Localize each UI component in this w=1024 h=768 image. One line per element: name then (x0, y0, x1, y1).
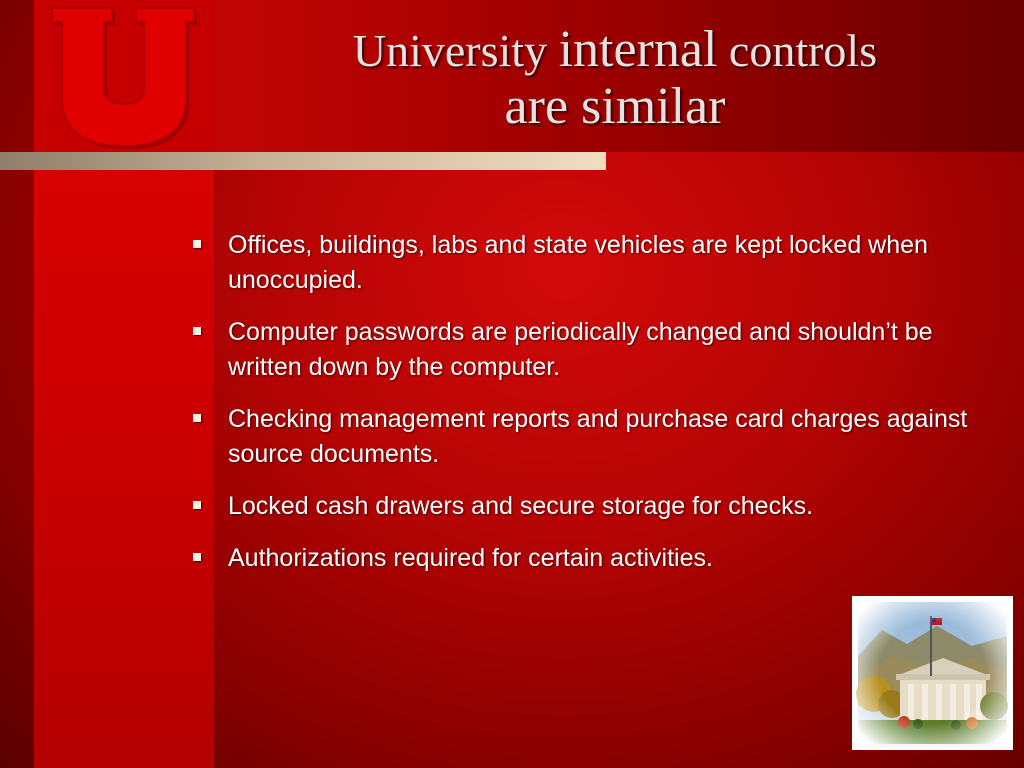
bullet-text: Computer passwords are periodically changed and shouldn’t be written down by the computer. (228, 318, 933, 381)
block-u-logo-icon (34, 0, 214, 152)
square-bullet-icon (193, 553, 201, 561)
tan-divider-stripe (0, 152, 606, 170)
bullet-item (190, 315, 990, 385)
bullet-item (190, 541, 990, 576)
bullet-item (190, 489, 990, 524)
campus-building-photo (852, 596, 1013, 750)
bullet-text: Locked cash drawers and secure storage for checks. (228, 492, 814, 520)
bullet-text: Checking management reports and purchase card charges against source documents. (228, 405, 968, 468)
square-bullet-icon (193, 501, 201, 509)
title-word-controls: controls (728, 25, 878, 76)
square-bullet-icon (193, 327, 201, 335)
slide-title (230, 22, 1000, 136)
square-bullet-icon (193, 414, 201, 422)
bullet-item (190, 228, 990, 298)
bullet-text: Offices, buildings, labs and state vehicles are kept locked when unoccupied. (228, 231, 928, 294)
title-word-university: University (352, 25, 548, 76)
title-word-internal: internal (558, 21, 718, 78)
bullet-list (190, 228, 990, 593)
title-line-2: are similar (504, 78, 726, 135)
square-bullet-icon (193, 240, 201, 248)
university-logo (34, 0, 214, 152)
bullet-item (190, 402, 990, 472)
bullet-text: Authorizations required for certain activities. (228, 544, 713, 572)
